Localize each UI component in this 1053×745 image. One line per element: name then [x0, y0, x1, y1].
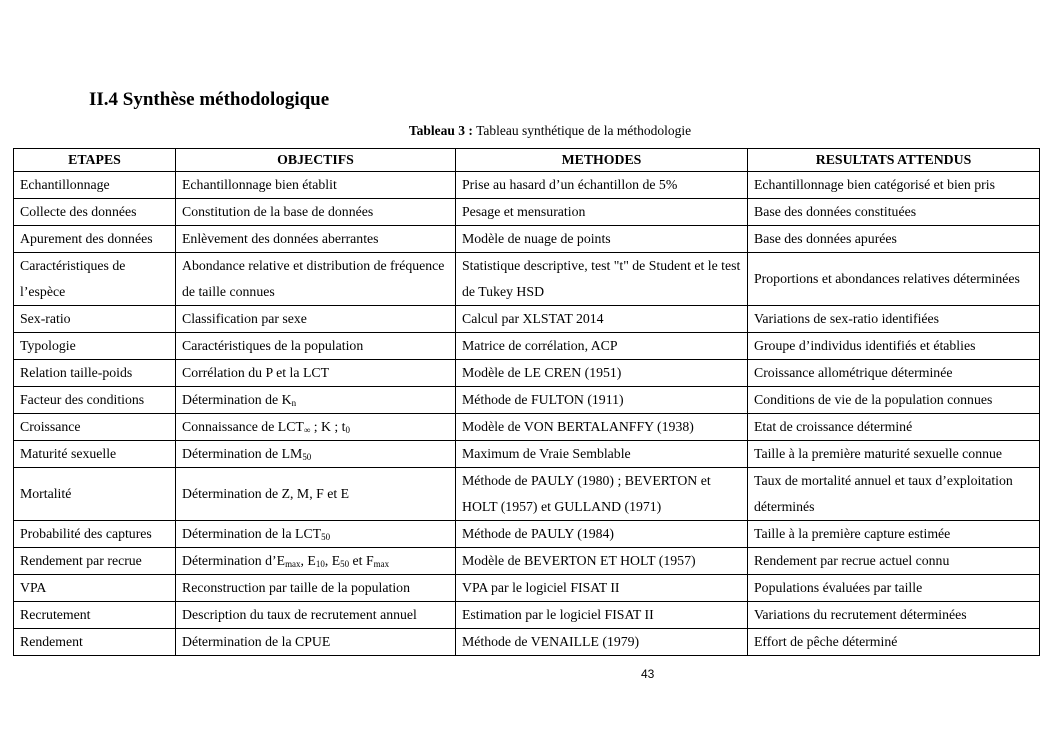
objectif-text: , E: [300, 553, 316, 568]
cell-methode: Méthode de PAULY (1980) ; BEVERTON et HOLT (1957) et GULLAND (1971): [456, 468, 748, 521]
cell-etape: VPA: [14, 575, 176, 602]
cell-etape: Typologie: [14, 333, 176, 360]
cell-objectif: [176, 414, 456, 441]
cell-methode: VPA par le logiciel FISAT II: [456, 575, 748, 602]
cell-objectif: [176, 548, 456, 575]
cell-methode: Maximum de Vraie Semblable: [456, 441, 748, 468]
cell-etape: Apurement des données: [14, 226, 176, 253]
cell-resultat: Groupe d’individus identifiés et établies: [748, 333, 1040, 360]
objectif-text: Détermination de la LCT: [182, 526, 322, 541]
cell-methode: Modèle de VON BERTALANFFY (1938): [456, 414, 748, 441]
cell-methode: Statistique descriptive, test "t" de Student et le test de Tukey HSD: [456, 253, 748, 306]
table-row: [14, 629, 1040, 656]
cell-resultat: Echantillonnage bien catégorisé et bien pris: [748, 172, 1040, 199]
cell-resultat: Populations évaluées par taille: [748, 575, 1040, 602]
cell-resultat: Taille à la première maturité sexuelle connue: [748, 441, 1040, 468]
cell-methode: Calcul par XLSTAT 2014: [456, 306, 748, 333]
cell-objectif: Classification par sexe: [176, 306, 456, 333]
table-row: [14, 172, 1040, 199]
cell-methode: Estimation par le logiciel FISAT II: [456, 602, 748, 629]
table-row: [14, 199, 1040, 226]
cell-objectif: Enlèvement des données aberrantes: [176, 226, 456, 253]
objectif-subscript: ∞: [303, 425, 311, 436]
cell-objectif: Reconstruction par taille de la population: [176, 575, 456, 602]
cell-methode: Prise au hasard d’un échantillon de 5%: [456, 172, 748, 199]
header-resultats: RESULTATS ATTENDUS: [748, 149, 1040, 172]
header-etapes: ETAPES: [14, 149, 176, 172]
table-row: [14, 253, 1040, 306]
cell-etape: Sex-ratio: [14, 306, 176, 333]
objectif-text: ; K ; t: [310, 419, 346, 434]
cell-methode: Modèle de nuage de points: [456, 226, 748, 253]
table-row: [14, 548, 1040, 575]
cell-etape: Croissance: [14, 414, 176, 441]
cell-objectif: Caractéristiques de la population: [176, 333, 456, 360]
cell-etape: Echantillonnage: [14, 172, 176, 199]
cell-methode: Pesage et mensuration: [456, 199, 748, 226]
cell-resultat: Variations du recrutement déterminées: [748, 602, 1040, 629]
cell-resultat: Taille à la première capture estimée: [748, 521, 1040, 548]
cell-resultat: Variations de sex-ratio identifiées: [748, 306, 1040, 333]
cell-methode: Matrice de corrélation, ACP: [456, 333, 748, 360]
cell-methode: Méthode de PAULY (1984): [456, 521, 748, 548]
objectif-subscript: 10: [315, 559, 325, 570]
cell-etape: Probabilité des captures: [14, 521, 176, 548]
cell-resultat: Etat de croissance déterminé: [748, 414, 1040, 441]
cell-resultat: Base des données constituées: [748, 199, 1040, 226]
table-row: [14, 521, 1040, 548]
methodology-table: [13, 148, 1040, 656]
cell-objectif: [176, 521, 456, 548]
objectif-subscript: max: [285, 559, 301, 570]
cell-objectif: [176, 387, 456, 414]
objectif-subscript: n: [291, 398, 297, 409]
table-row: [14, 602, 1040, 629]
cell-etape: Rendement par recrue: [14, 548, 176, 575]
table-header-row: [14, 149, 1040, 172]
header-objectifs: OBJECTIFS: [176, 149, 456, 172]
objectif-text: Détermination de K: [182, 392, 292, 407]
table-row: [14, 468, 1040, 521]
cell-resultat: Proportions et abondances relatives déterminées: [748, 253, 1040, 306]
cell-methode: Modèle de BEVERTON ET HOLT (1957): [456, 548, 748, 575]
cell-methode: Méthode de FULTON (1911): [456, 387, 748, 414]
cell-resultat: Conditions de vie de la population connues: [748, 387, 1040, 414]
table-row: [14, 414, 1040, 441]
section-title: II.4 Synthèse méthodologique: [89, 89, 330, 110]
objectif-text: , E: [324, 553, 341, 568]
cell-etape: Collecte des données: [14, 199, 176, 226]
table-row: [14, 306, 1040, 333]
table-row: [14, 226, 1040, 253]
cell-objectif: Corrélation du P et la LCT: [176, 360, 456, 387]
objectif-subscript: 50: [321, 532, 331, 543]
cell-objectif: Echantillonnage bien établit: [176, 172, 456, 199]
cell-resultat: Base des données apurées: [748, 226, 1040, 253]
objectif-subscript: 50: [340, 559, 350, 570]
objectif-subscript: 50: [302, 452, 312, 463]
cell-objectif: Détermination de la CPUE: [176, 629, 456, 656]
cell-methode: Modèle de LE CREN (1951): [456, 360, 748, 387]
table-row: [14, 575, 1040, 602]
objectif-text: Connaissance de LCT: [182, 419, 304, 434]
cell-objectif: Détermination de Z, M, F et E: [176, 468, 456, 521]
objectif-subscript: max: [373, 559, 390, 570]
objectif-subscript: 0: [345, 425, 350, 436]
cell-resultat: Effort de pêche déterminé: [748, 629, 1040, 656]
table-row: [14, 441, 1040, 468]
cell-resultat: Taux de mortalité annuel et taux d’exploitation déterminés: [748, 468, 1040, 521]
cell-objectif: [176, 441, 456, 468]
cell-etape: Caractéristiques de l’espèce: [14, 253, 176, 306]
cell-resultat: Croissance allométrique déterminée: [748, 360, 1040, 387]
cell-etape: Facteur des conditions: [14, 387, 176, 414]
cell-etape: Mortalité: [14, 468, 176, 521]
cell-objectif: Description du taux de recrutement annuel: [176, 602, 456, 629]
cell-methode: Méthode de VENAILLE (1979): [456, 629, 748, 656]
table-caption: [0, 123, 1053, 139]
objectif-text: Détermination d’E: [182, 553, 286, 568]
cell-etape: Rendement: [14, 629, 176, 656]
cell-etape: Relation taille-poids: [14, 360, 176, 387]
table-row: [14, 360, 1040, 387]
caption-label: Tableau 3 :: [408, 123, 473, 138]
cell-objectif: Constitution de la base de données: [176, 199, 456, 226]
table-row: [14, 333, 1040, 360]
cell-resultat: Rendement par recrue actuel connu: [748, 548, 1040, 575]
caption-text: Tableau synthétique de la méthodologie: [476, 123, 692, 138]
page-number: 43: [641, 667, 655, 681]
cell-etape: Maturité sexuelle: [14, 441, 176, 468]
objectif-text: Détermination de LM: [182, 446, 303, 461]
cell-objectif: Abondance relative et distribution de fréquence de taille connues: [176, 253, 456, 306]
header-methodes: METHODES: [456, 149, 748, 172]
objectif-text: et F: [349, 553, 374, 568]
cell-etape: Recrutement: [14, 602, 176, 629]
table-row: [14, 387, 1040, 414]
